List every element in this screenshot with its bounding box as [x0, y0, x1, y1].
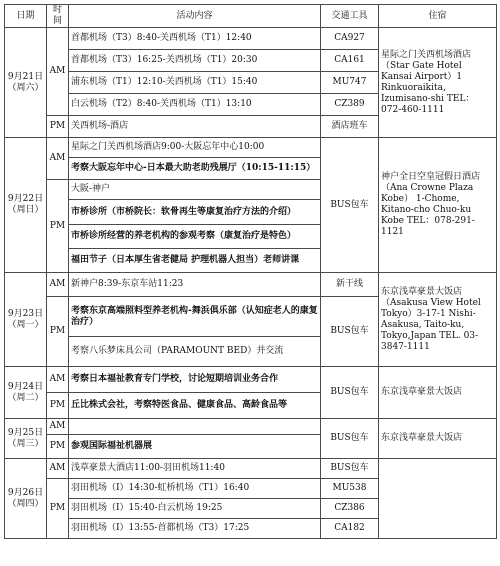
transport-cell: BUS包车 [321, 367, 379, 419]
period-label: AM [47, 28, 69, 116]
day-weekday: （周六） [7, 82, 44, 93]
period-label: PM [47, 297, 69, 367]
day-weekday: （周一） [7, 319, 44, 330]
day-date: 9月21日 [7, 71, 44, 82]
lodging-cell: 东京浅草豪景大饭店 [379, 367, 497, 419]
day-date-cell [5, 419, 47, 459]
day-date: 9月26日 [7, 487, 44, 498]
header-lodging: 住宿 [379, 5, 497, 28]
transport-cell: BUS包车 [321, 297, 379, 367]
activity-cell: 市桥诊所（市桥院长：软骨再生等康复治疗方法的介绍） [69, 200, 321, 225]
transport-cell: CZ386 [321, 499, 379, 519]
activity-cell: 浦东机场（T1）12:10-关西机场（T1）15:40 [69, 72, 321, 94]
header-activity: 活动内容 [69, 5, 321, 28]
activity-cell: 丘比株式会社，考察特医食品、健康食品、高龄食品等 [69, 393, 321, 419]
day-date-cell [5, 273, 47, 367]
table-row [5, 138, 497, 158]
activity-cell: 考察东京高端照料型养老机构-舞浜俱乐部（认知症老人的康复治疗） [69, 297, 321, 337]
activity-cell: 星际之门关西机场酒店9:00-大阪忘年中心10:00 [69, 138, 321, 158]
activity-cell: 浅草豪景大酒店11:00-羽田机场11:40 [69, 459, 321, 479]
activity-cell [69, 419, 321, 435]
day-date: 9月25日 [7, 427, 44, 438]
period-label: PM [47, 116, 69, 138]
table-row [5, 367, 497, 393]
period-label: AM [47, 367, 69, 393]
activity-cell: 考察大阪忘年中心-日本最大助老助残展厅（10:15-11:15） [69, 158, 321, 180]
lodging-cell: 东京浅草豪景大饭店 [379, 419, 497, 459]
activity-cell: 福田节子（日本厚生省老健局 护理机器人担当）老师讲课 [69, 249, 321, 273]
transport-cell: BUS包车 [321, 138, 379, 273]
activity-cell: 羽田机场（I）15:40-白云机场 19:25 [69, 499, 321, 519]
schedule-table [4, 4, 497, 539]
table-row [5, 273, 497, 297]
activity-cell: 参观国际福祉机器展 [69, 435, 321, 459]
activity-cell: 考察八乐梦床具公司（PARAMOUNT BED）并交流 [69, 337, 321, 367]
transport-cell: CZ389 [321, 94, 379, 116]
lodging-cell: 星际之门关西机场酒店（Star Gate Hotel Kansai Airport）1 Rinkuoraikita, Izumisano-shi TEL：072-460-1111 [379, 28, 497, 138]
header-date: 日期 [5, 5, 47, 28]
period-label: AM [47, 138, 69, 180]
transport-cell: 酒店班车 [321, 116, 379, 138]
activity-cell: 大阪-神户 [69, 180, 321, 200]
period-label: AM [47, 459, 69, 479]
period-label: PM [47, 393, 69, 419]
day-date-cell [5, 28, 47, 138]
day-date: 9月23日 [7, 308, 44, 319]
day-date: 9月24日 [7, 381, 44, 392]
activity-cell: 羽田机场（I）13:55-首都机场（T3）17:25 [69, 519, 321, 539]
lodging-cell [379, 459, 497, 539]
day-date: 9月22日 [7, 194, 44, 204]
activity-cell: 首都机场（T3）8:40-关西机场（T1）12:40 [69, 28, 321, 50]
transport-cell: CA927 [321, 28, 379, 50]
period-label: PM [47, 435, 69, 459]
activity-cell: 首都机场（T3）16:25-关西机场（T1）20:30 [69, 50, 321, 72]
transport-cell: 新干线 [321, 273, 379, 297]
lodging-cell: 东京浅草豪景大饭店（Asakusa View Hotel Tokyo）3-17-1 Nishi-Asakusa, Taito-ku, Tokyo,Japan TEL. 03-3847-1111 [379, 273, 497, 367]
day-weekday: （周二） [7, 392, 44, 403]
day-date-cell [5, 138, 47, 273]
period-label: PM [47, 180, 69, 273]
day-weekday: （周三） [7, 438, 44, 449]
period-label: AM [47, 273, 69, 297]
schedule-body [5, 28, 497, 539]
day-weekday: （周日） [7, 205, 44, 215]
header-time: 时间 [47, 5, 69, 28]
transport-cell: MU747 [321, 72, 379, 94]
header-row [5, 5, 497, 28]
activity-cell: 关西机场-酒店 [69, 116, 321, 138]
lodging-cell: 神户全日空皇冠假日酒店（Ana Crowne Plaza Kobe） 1-Chome, Kitano-cho Chuo-ku Kobe TEL：078-291-1121 [379, 138, 497, 273]
activity-cell: 市桥诊所经营的养老机构的参观考察（康复治疗是特色） [69, 225, 321, 249]
activity-cell: 羽田机场（I）14:30-虹桥机场（T1）16:40 [69, 479, 321, 499]
activity-cell: 考察日本福祉教育专门学校，讨论短期培训业务合作 [69, 367, 321, 393]
transport-cell: BUS包车 [321, 419, 379, 459]
day-date-cell [5, 367, 47, 419]
transport-cell: MU538 [321, 479, 379, 499]
transport-cell: CA161 [321, 50, 379, 72]
activity-cell: 白云机场（T2）8:40-关西机场（T1）13:10 [69, 94, 321, 116]
transport-cell: CA182 [321, 519, 379, 539]
day-date-cell [5, 459, 47, 539]
table-row [5, 28, 497, 50]
table-row [5, 419, 497, 435]
header-transport: 交通工具 [321, 5, 379, 28]
period-label: PM [47, 479, 69, 539]
period-label: AM [47, 419, 69, 435]
activity-cell: 新神户8:39-东京车站11:23 [69, 273, 321, 297]
transport-cell: BUS包车 [321, 459, 379, 479]
table-row [5, 459, 497, 479]
day-weekday: （周四） [7, 498, 44, 509]
